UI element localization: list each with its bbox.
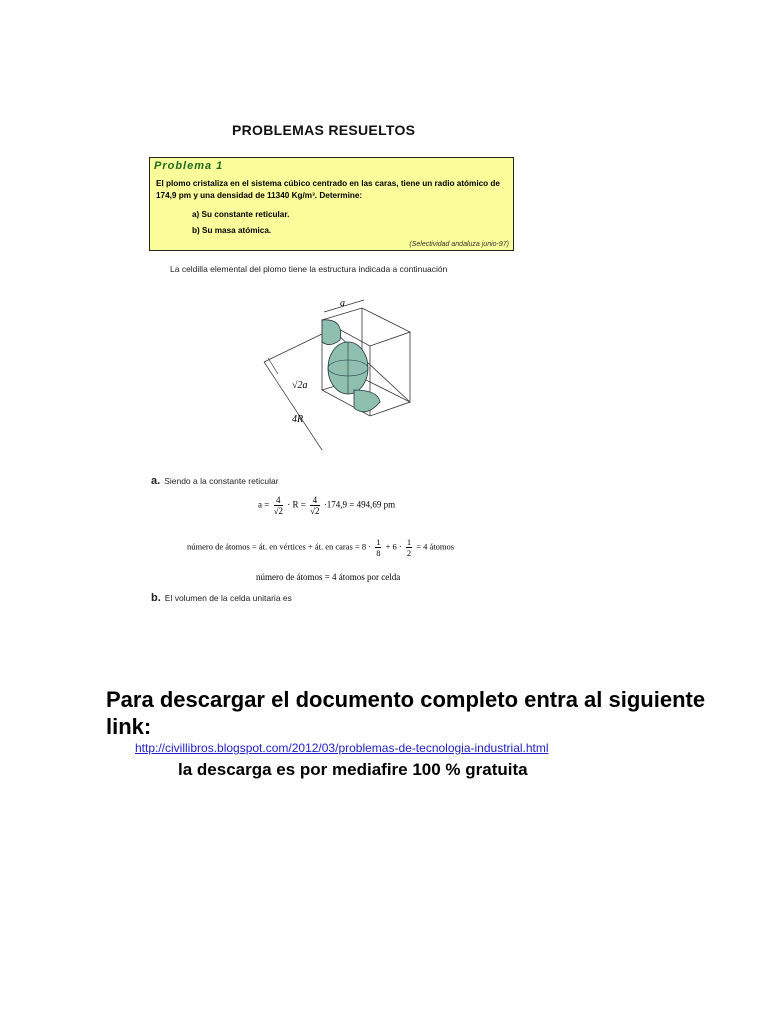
fcc-unit-cell-figure <box>262 290 422 455</box>
problem-item-a: a) Su constante reticular. <box>192 210 290 219</box>
formula-atoms-per-cell: número de átomos = 4 átomos por celda <box>256 572 401 582</box>
download-link[interactable]: http://civillibros.blogspot.com/2012/03/problemas-de-tecnologia-industrial.html <box>135 741 549 755</box>
figure-label-sqrt2a: √2a <box>292 380 308 391</box>
page-title: PROBLEMAS RESUELTOS <box>232 122 416 138</box>
formula2-f2-num: 1 <box>406 537 412 547</box>
download-tagline: la descarga es por mediafire 100 % gratuita <box>178 760 528 779</box>
problem-box <box>149 157 514 251</box>
download-call-to-action: Para descargar el documento completo entra al siguiente link: <box>106 687 706 739</box>
intro-text: La celdilla elemental del plomo tiene la estructura indicada a continuación <box>170 264 448 274</box>
problem-header: Problema 1 <box>154 160 224 172</box>
formula2-rhs: = 4 átomos <box>416 541 455 552</box>
figure-label-4r: 4R <box>292 414 304 425</box>
part-a-text: Siendo a la constante reticular <box>164 476 279 486</box>
formula1-lhs: a = <box>258 499 270 510</box>
part-b <box>151 592 292 604</box>
formula-lattice-constant <box>258 495 395 516</box>
formula1-rhs: ·174,9 = 494,69 pm <box>323 499 396 510</box>
formula-atom-count <box>187 537 454 558</box>
part-b-label: b. <box>151 592 161 604</box>
formula2-plus: + 6 · <box>385 541 402 552</box>
formula1-num1: 4 <box>274 495 283 506</box>
formula1-den1: √2 <box>273 506 284 516</box>
problem-item-b: b) Su masa atómica. <box>192 226 272 235</box>
part-a-label: a. <box>151 475 161 487</box>
part-a <box>151 475 279 487</box>
formula1-mid: · R = <box>287 499 306 510</box>
problem-statement: El plomo cristaliza en el sistema cúbico centrado en las caras, tiene un radio atómico de 174,9 pm y una densidad de 11340 Kg/m³. Determine: <box>156 179 500 200</box>
formula1-num2: 4 <box>310 495 319 506</box>
formula2-f1-num: 1 <box>376 537 381 547</box>
formula2-lhs: número de átomos = át. en vértices + át. en caras = 8 · <box>187 541 372 552</box>
problem-source: (Selectividad andaluza junio-97) <box>409 241 509 248</box>
figure-label-a: a <box>340 298 345 309</box>
part-b-text: El volumen de la celda unitaria es <box>164 593 292 603</box>
formula2-f1-den: 8 <box>376 548 381 558</box>
formula1-den2: √2 <box>310 506 320 516</box>
formula2-f2-den: 2 <box>406 548 412 558</box>
